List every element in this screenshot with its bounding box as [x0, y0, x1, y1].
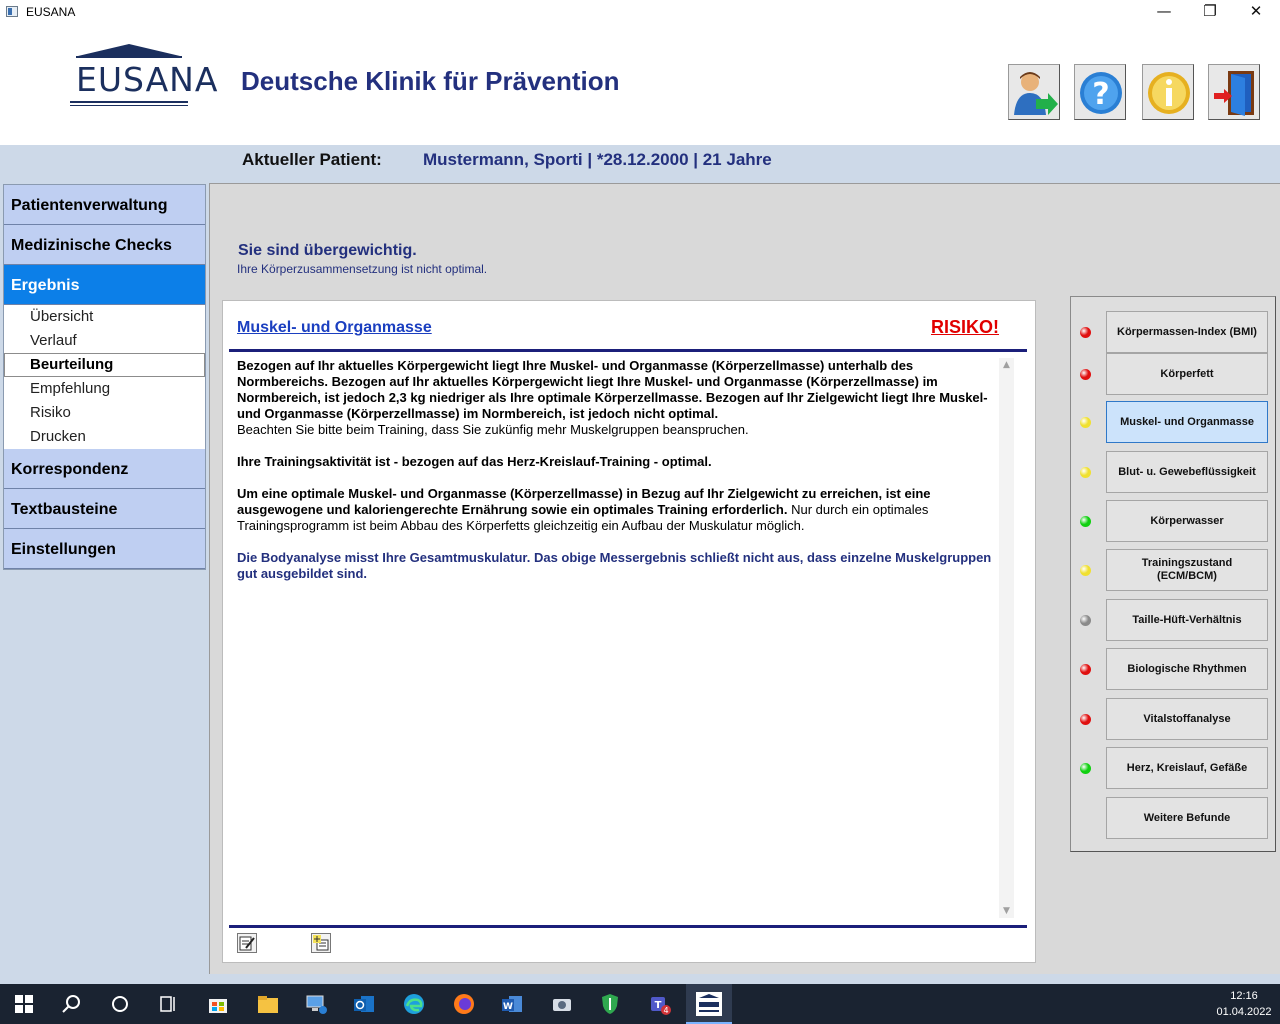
category-row: [1071, 698, 1277, 740]
category-row: [1071, 311, 1277, 353]
cortana-icon[interactable]: [108, 992, 132, 1016]
text-scrollbar[interactable]: [999, 358, 1014, 918]
eusana-app-icon: [696, 992, 722, 1016]
category-button[interactable]: Blut- u. Gewebeflüssigkeit: [1106, 451, 1268, 493]
scroll-up-icon[interactable]: ▲: [1003, 360, 1010, 370]
patient-label: Aktueller Patient:: [242, 150, 382, 169]
category-button[interactable]: Körperwasser: [1106, 500, 1268, 542]
assessment-text[interactable]: [237, 358, 997, 582]
assessment-panel: [222, 300, 1036, 963]
edge-icon[interactable]: [402, 992, 426, 1016]
add-textblock-button[interactable]: [311, 933, 331, 953]
svg-text:?: ?: [1092, 77, 1110, 112]
category-row: [1071, 353, 1277, 395]
status-red-icon: [1080, 327, 1091, 338]
category-row: [1071, 451, 1277, 493]
category-row: [1071, 648, 1277, 690]
result-headline: Sie sind übergewichtig.: [238, 242, 417, 259]
nav-textbausteine[interactable]: Textbausteine: [4, 489, 205, 529]
clinic-title: Deutsche Klinik für Prävention: [241, 66, 620, 96]
category-button[interactable]: Muskel- und Organmasse: [1106, 401, 1268, 443]
windows-start-icon[interactable]: [12, 992, 36, 1016]
antivirus-shield-icon[interactable]: [598, 992, 622, 1016]
category-button[interactable]: Herz, Kreislauf, Gefäße: [1106, 747, 1268, 789]
category-button[interactable]: Vitalstoffanalyse: [1106, 698, 1268, 740]
file-explorer-icon[interactable]: [256, 992, 280, 1016]
paragraph-3-note: Nur durch ein optimales Trainingsprogramm ist beim Abbau des Körperfetts gleichzeitig ein Aufbau der Muskulatur möglich.: [237, 502, 929, 533]
panel-title: Muskel- und Organmasse: [237, 319, 432, 336]
nav-korrespondenz[interactable]: Korrespondenz: [4, 449, 205, 489]
restore-button[interactable]: ❐: [1203, 2, 1217, 20]
window-titlebar: [0, 0, 1280, 24]
nav-sub-empfehlung[interactable]: Empfehlung: [4, 377, 205, 401]
nav-sub-risiko[interactable]: Risiko: [4, 401, 205, 425]
sidebar: [3, 184, 206, 570]
result-subline: Ihre Körperzusammensetzung ist nicht optimal.: [237, 262, 488, 276]
nav-ergebnis[interactable]: Ergebnis: [4, 265, 205, 305]
status-red-icon: [1080, 714, 1091, 725]
category-row: [1071, 401, 1277, 443]
minimize-button[interactable]: —: [1156, 2, 1172, 20]
divider: [229, 925, 1027, 928]
category-button[interactable]: Weitere Befunde: [1106, 797, 1268, 839]
paragraph-1-bold: Bezogen auf Ihr aktuelles Körpergewicht liegt Ihre Muskel- und Organmasse (Körperzellmasse) unterhalb des Normbereichs. Bezogen auf Ihr aktuelles Körpergewicht liegt Ihre Muskel- und Organmasse (Körperzellmasse) im Normbereich, ist jedoch 2,3 kg niedriger als Ihre optimale Körperzellmasse. Bezogen auf Ihr Zielgewicht liegt Ihre Muskel- und Organmasse (Körperzellmasse) im Normbereich, ist jedoch nicht optimal.: [237, 358, 988, 421]
category-row: [1071, 549, 1277, 591]
category-button[interactable]: Taille-Hüft-Verhältnis: [1106, 599, 1268, 641]
status-red-icon: [1080, 369, 1091, 380]
risk-label: RISIKO!: [931, 317, 1000, 337]
category-panel: [1070, 296, 1276, 852]
divider: [229, 349, 1027, 352]
category-button[interactable]: Biologische Rhythmen: [1106, 648, 1268, 690]
windows-taskbar: [0, 984, 1280, 1024]
window-title: EUSANA: [26, 5, 76, 19]
category-row: [1071, 747, 1277, 789]
status-green-icon: [1080, 516, 1091, 527]
category-button[interactable]: Körpermassen-Index (BMI): [1106, 311, 1268, 353]
patient-switch-icon: [1012, 69, 1058, 117]
patient-switch-button[interactable]: [1008, 64, 1060, 120]
status-yellow-icon: [1080, 565, 1091, 576]
network-computer-icon[interactable]: [304, 992, 328, 1016]
status-red-icon: [1080, 664, 1091, 675]
category-row: [1071, 500, 1277, 542]
app-icon: [6, 6, 18, 17]
info-button[interactable]: [1142, 64, 1194, 120]
category-button[interactable]: Körperfett: [1106, 353, 1268, 395]
paragraph-4-blue: Die Bodyanalyse misst Ihre Gesamtmuskulatur. Das obige Messergebnis schließt nicht aus, dass einzelne Muskelgruppen gut ausgebildet sind.: [237, 550, 992, 581]
close-button[interactable]: ✕: [1249, 2, 1263, 20]
paragraph-3-bold: Um eine optimale Muskel- und Organmasse (Körperzellmasse) in Bezug auf Ihr Zielgewicht zu erreichen, ist eine ausgewogene und kaloriengerechte Ernährung sowie ein optimales Training erforderlich.: [237, 486, 931, 517]
exit-button[interactable]: [1208, 64, 1260, 120]
info-icon: [1146, 69, 1192, 117]
status-green-icon: [1080, 763, 1091, 774]
firefox-icon[interactable]: [452, 992, 476, 1016]
clock-date: 01.04.2022: [1216, 1006, 1272, 1018]
exit-door-icon: [1212, 69, 1258, 117]
category-row: [1071, 797, 1277, 839]
patient-bar: [0, 145, 1280, 183]
svg-text:W: W: [503, 1002, 513, 1012]
status-yellow-icon: [1080, 467, 1091, 478]
outlook-icon[interactable]: [352, 992, 376, 1016]
category-row: [1071, 599, 1277, 641]
nav-sub-uebersicht[interactable]: Übersicht: [4, 305, 205, 329]
status-gray-icon: [1080, 615, 1091, 626]
clock[interactable]: [1210, 988, 1278, 1020]
eusana-logo: [68, 42, 219, 110]
paragraph-2-bold: Ihre Trainingsaktivität ist - bezogen auf das Herz-Kreislauf-Training - optimal.: [237, 454, 712, 469]
patient-value: Mustermann, Sporti | *28.12.2000 | 21 Jahre: [423, 150, 772, 169]
nav-patientenverwaltung[interactable]: Patientenverwaltung: [4, 185, 205, 225]
help-icon: [1078, 69, 1124, 117]
teams-badge: 4: [663, 1006, 669, 1015]
nav-sub-drucken[interactable]: Drucken: [4, 425, 205, 449]
nav-einstellungen[interactable]: Einstellungen: [4, 529, 205, 569]
category-button[interactable]: Trainingszustand (ECM/BCM): [1106, 549, 1268, 591]
taskbar-eusana-active[interactable]: [686, 984, 732, 1024]
teams-icon[interactable]: [648, 992, 672, 1016]
nav-medizinische-checks[interactable]: Medizinische Checks: [4, 225, 205, 265]
nav-sub-beurteilung[interactable]: Beurteilung: [4, 353, 205, 377]
task-view-icon[interactable]: [156, 992, 180, 1016]
edit-text-button[interactable]: [237, 933, 257, 953]
scroll-down-icon[interactable]: ▼: [1003, 906, 1010, 916]
camera-icon[interactable]: [550, 992, 574, 1016]
paragraph-1-note: Beachten Sie bitte beim Training, dass Sie zukünfig mehr Muskelgruppen beanspruchen.: [237, 422, 749, 437]
logo-text: EUSANA: [76, 60, 219, 99]
clock-time: 12:16: [1230, 990, 1258, 1002]
edit-text-icon: [238, 934, 256, 952]
nav-sub-verlauf[interactable]: Verlauf: [4, 329, 205, 353]
search-icon[interactable]: [60, 992, 84, 1016]
status-yellow-icon: [1080, 417, 1091, 428]
add-textblock-icon: [312, 934, 330, 952]
help-button[interactable]: [1074, 64, 1126, 120]
app-header: [0, 24, 1280, 145]
store-icon[interactable]: [206, 992, 230, 1016]
svg-text:T: T: [654, 1000, 662, 1011]
paragraph-1: [237, 358, 997, 422]
word-icon[interactable]: [500, 992, 524, 1016]
